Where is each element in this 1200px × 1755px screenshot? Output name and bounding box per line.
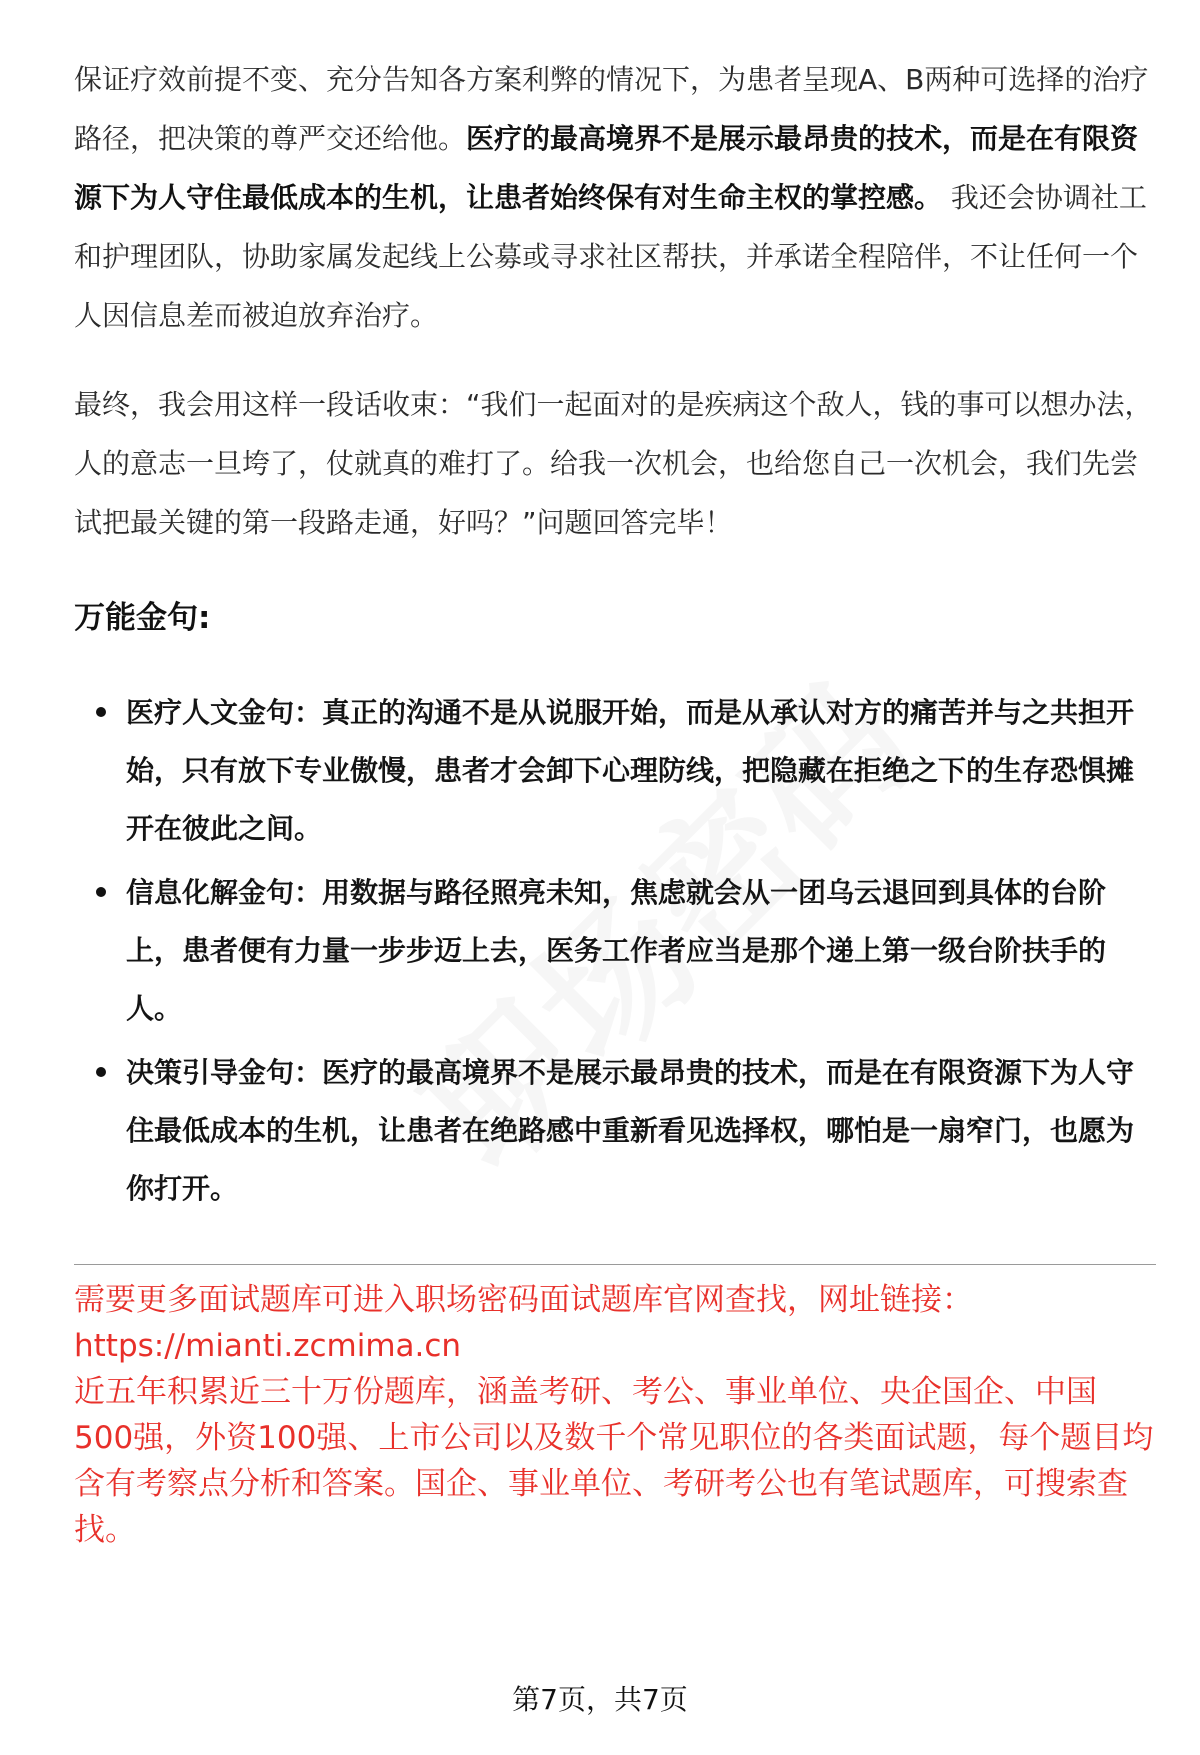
promo-description: 近五年积累近三十万份题库，涵盖考研、考公、事业单位、央企国企、中国500强，外资100强、上市公司以及数千个常见职位的各类面试题，每个题目均含有考察点分析和答案。国企、事业单位、考研考公也有笔试题库，可搜索查找。: [74, 1374, 1154, 1548]
bullet-text: 信息化解金句：用数据与路径照亮未知，焦虑就会从一团乌云退回到具体的台阶上，患者便有力量一步步迈上去，医务工作者应当是那个递上第一级台阶扶手的人。: [126, 876, 1107, 1025]
list-item: [126, 864, 1156, 1038]
promo-block: [74, 1277, 1156, 1553]
section-title: 万能金句:: [74, 600, 211, 636]
promo-url-link[interactable]: https://mianti.zcmima.cn: [74, 1328, 462, 1364]
page-number: 第7页，共7页: [512, 1683, 688, 1716]
bullet-dot-icon: [96, 887, 106, 897]
bullet-text: 医疗人文金句：真正的沟通不是从说服开始，而是从承认对方的痛苦并与之共担开始，只有放下专业傲慢，患者才会卸下心理防线，把隐藏在拒绝之下的生存恐惧摊开在彼此之间。: [126, 696, 1135, 845]
divider: [74, 1264, 1156, 1265]
list-item: [126, 684, 1156, 858]
paragraph-2: 最终，我会用这样一段话收束：“我们一起面对的是疾病这个敌人，钱的事可以想办法，人的意志一旦垮了，仗就真的难打了。给我一次机会，也给您自己一次机会，我们先尝试把最关键的第一段路走通，好吗？”问题回答完毕！: [74, 388, 1153, 539]
paragraph-1-text-after: 我还会协调社工和护理团队，协助家属发起线上公募或寻求社区帮扶，并承诺全程陪伴，不让任何一个人因信息差而被迫放弃治疗。: [74, 181, 1147, 332]
bullet-text: 决策引导金句：医疗的最高境界不是展示最昂贵的技术，而是在有限资源下为人守住最低成本的生机，让患者在绝路感中重新看见选择权，哪怕是一扇窄门，也愿为你打开。: [126, 1056, 1135, 1205]
bullet-dot-icon: [96, 1067, 106, 1077]
paragraph-1-bold-text: 医疗的最高境界不是展示最昂贵的技术，而是在有限资源下为人守住最低成本的生机，让患者始终保有对生命主权的掌控感。: [74, 122, 1139, 214]
paragraph-1-text-before: 保证疗效前提不变、充分告知各方案利弊的情况下，为患者呈现A、B两种可选择的治疗路径，把决策的尊严交还给他。: [74, 63, 1149, 155]
list-item: [126, 1044, 1156, 1218]
promo-line: 需要更多面试题库可进入职场密码面试题库官网查找，网址链接：: [74, 1282, 973, 1318]
bullet-list: [74, 684, 1156, 1218]
paragraph-1: [74, 50, 1156, 345]
document-page: [74, 50, 1156, 1553]
bullet-dot-icon: [96, 707, 106, 717]
